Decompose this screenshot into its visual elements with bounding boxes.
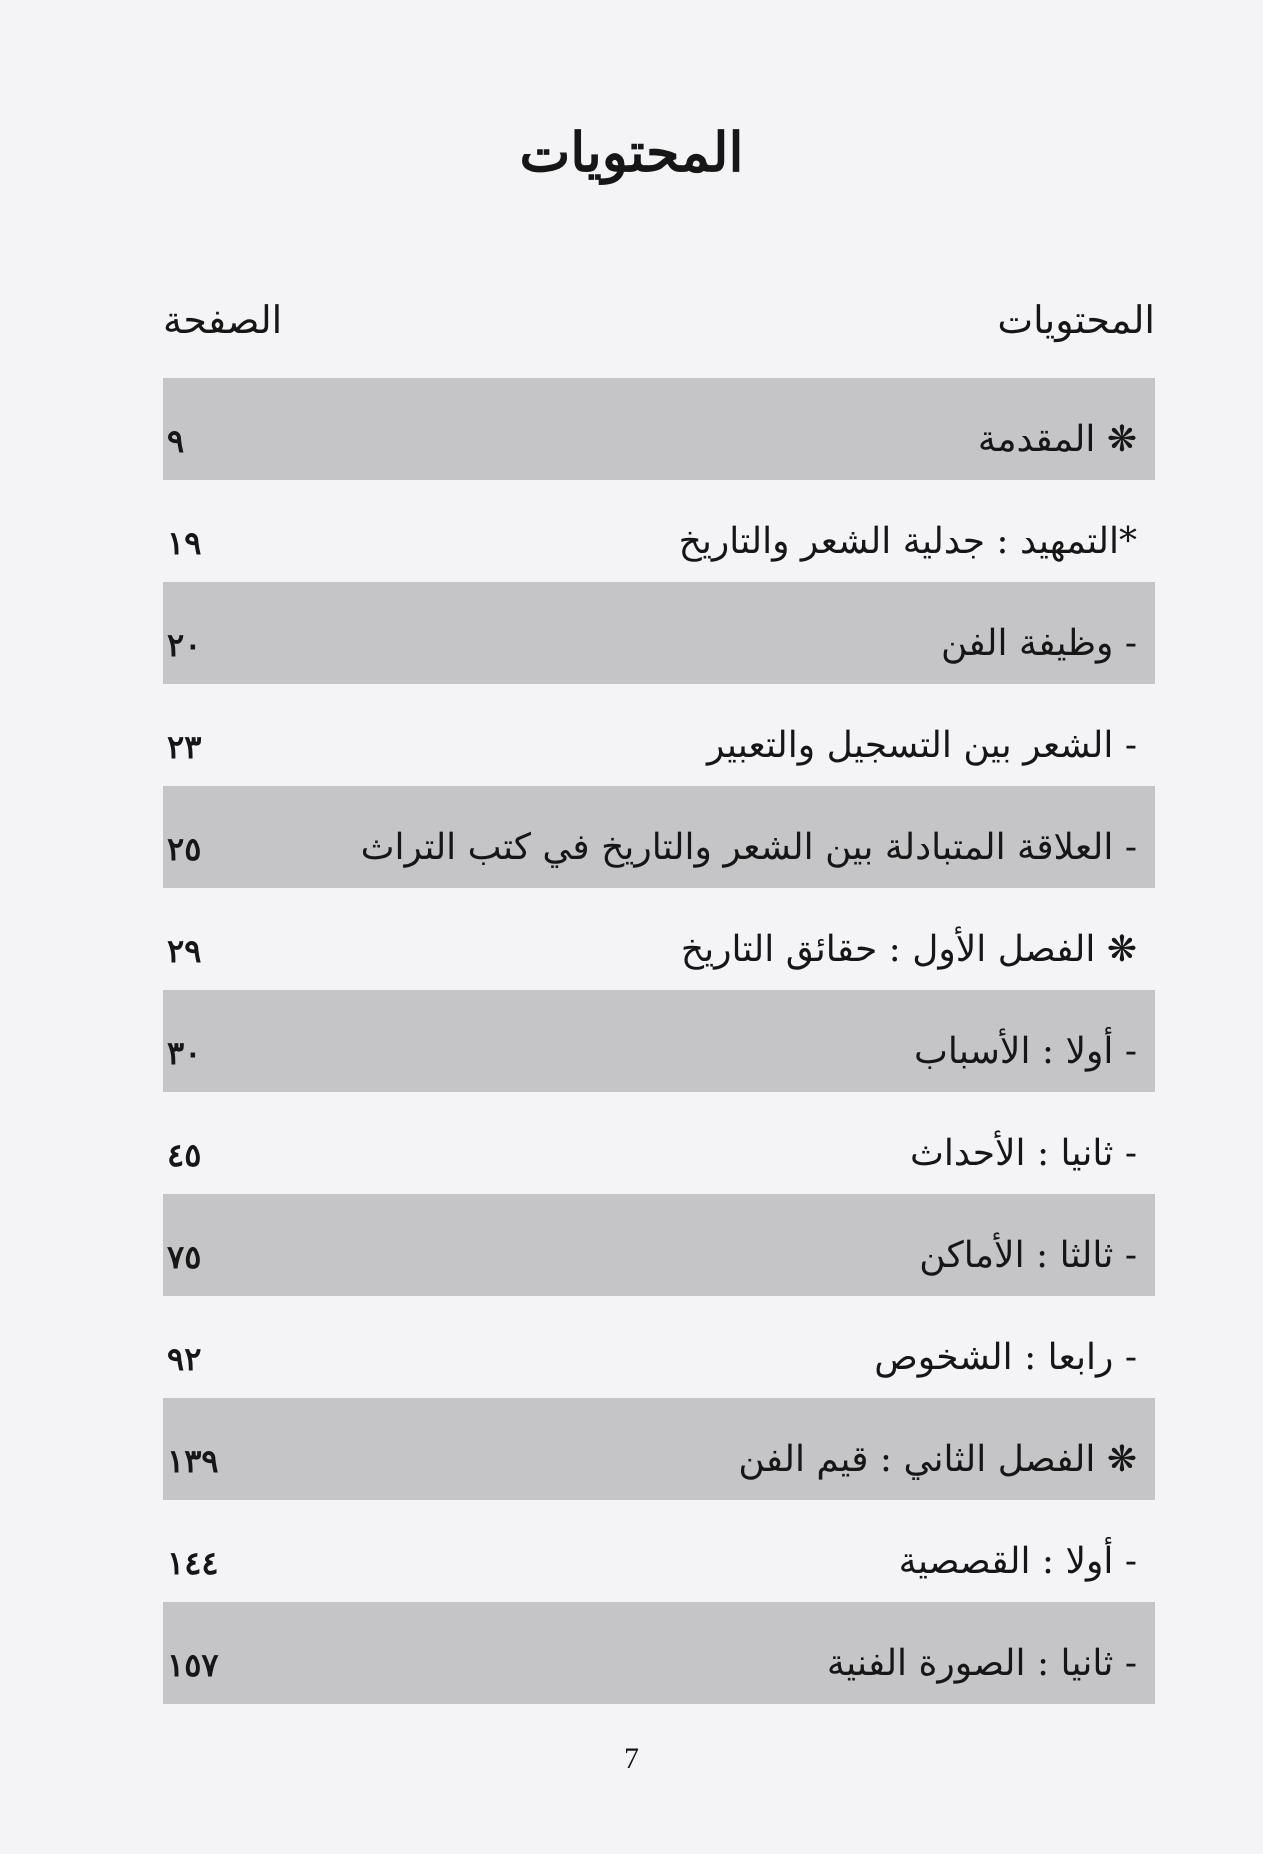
- toc-entry-page: ١٤٤: [167, 1544, 219, 1582]
- toc-entry-title: - الشعر بين التسجيل والتعبير: [706, 725, 1137, 766]
- table-of-contents: [163, 378, 1155, 1704]
- toc-row: [163, 684, 1155, 786]
- toc-row: [163, 480, 1155, 582]
- contents-column-header: المحتويات: [997, 298, 1155, 342]
- toc-entry-title: - ثانيا : الأحداث: [909, 1133, 1137, 1174]
- page-number: 7: [624, 1742, 639, 1775]
- toc-entry-page: ٣٠: [167, 1034, 202, 1072]
- toc-row: [163, 1602, 1155, 1704]
- toc-entry-page: ١٥٧: [167, 1646, 219, 1684]
- toc-entry-page: ٧٥: [167, 1238, 202, 1276]
- toc-entry-title: - العلاقة المتبادلة بين الشعر والتاريخ في كتب التراث: [360, 827, 1137, 868]
- toc-row: [163, 1194, 1155, 1296]
- toc-entry-page: ١٩: [167, 524, 202, 562]
- toc-entry-page: ٩: [167, 422, 185, 460]
- toc-entry-title: - ثانيا : الصورة الفنية: [826, 1643, 1137, 1684]
- toc-entry-page: ٢٥: [167, 830, 202, 868]
- toc-row: [163, 378, 1155, 480]
- toc-entry-page: ٩٢: [167, 1340, 202, 1378]
- toc-entry-title: ❋ الفصل الأول : حقائق التاريخ: [680, 929, 1137, 970]
- toc-entry-title: ❋ الفصل الثاني : قيم الفن: [738, 1439, 1137, 1480]
- toc-row: [163, 1398, 1155, 1500]
- toc-entry-title: - أولا : الأسباب: [914, 1031, 1137, 1072]
- toc-row: [163, 582, 1155, 684]
- toc-row: [163, 1296, 1155, 1398]
- toc-row: [163, 990, 1155, 1092]
- toc-entry-page: ٢٠: [167, 626, 202, 664]
- toc-row: [163, 888, 1155, 990]
- toc-entry-title: *التمهيد : جدلية الشعر والتاريخ: [678, 521, 1137, 562]
- toc-entry-page: ٢٩: [167, 932, 202, 970]
- toc-entry-page: ٢٣: [167, 728, 202, 766]
- toc-entry-title: - أولا : القصصية: [898, 1541, 1137, 1582]
- toc-entry-page: ١٣٩: [167, 1442, 219, 1480]
- toc-row: [163, 1500, 1155, 1602]
- toc-row: [163, 786, 1155, 888]
- page-title: المحتويات: [519, 120, 744, 184]
- toc-header: [163, 298, 1155, 358]
- toc-entry-page: ٤٥: [167, 1136, 202, 1174]
- toc-entry-title: ❋ المقدمة: [977, 419, 1137, 460]
- toc-entry-title: - ثالثا : الأماكن: [919, 1235, 1137, 1276]
- page-column-header: الصفحة: [163, 298, 283, 342]
- toc-entry-title: - رابعا : الشخوص: [874, 1337, 1137, 1378]
- toc-row: [163, 1092, 1155, 1194]
- toc-entry-title: - وظيفة الفن: [940, 623, 1137, 664]
